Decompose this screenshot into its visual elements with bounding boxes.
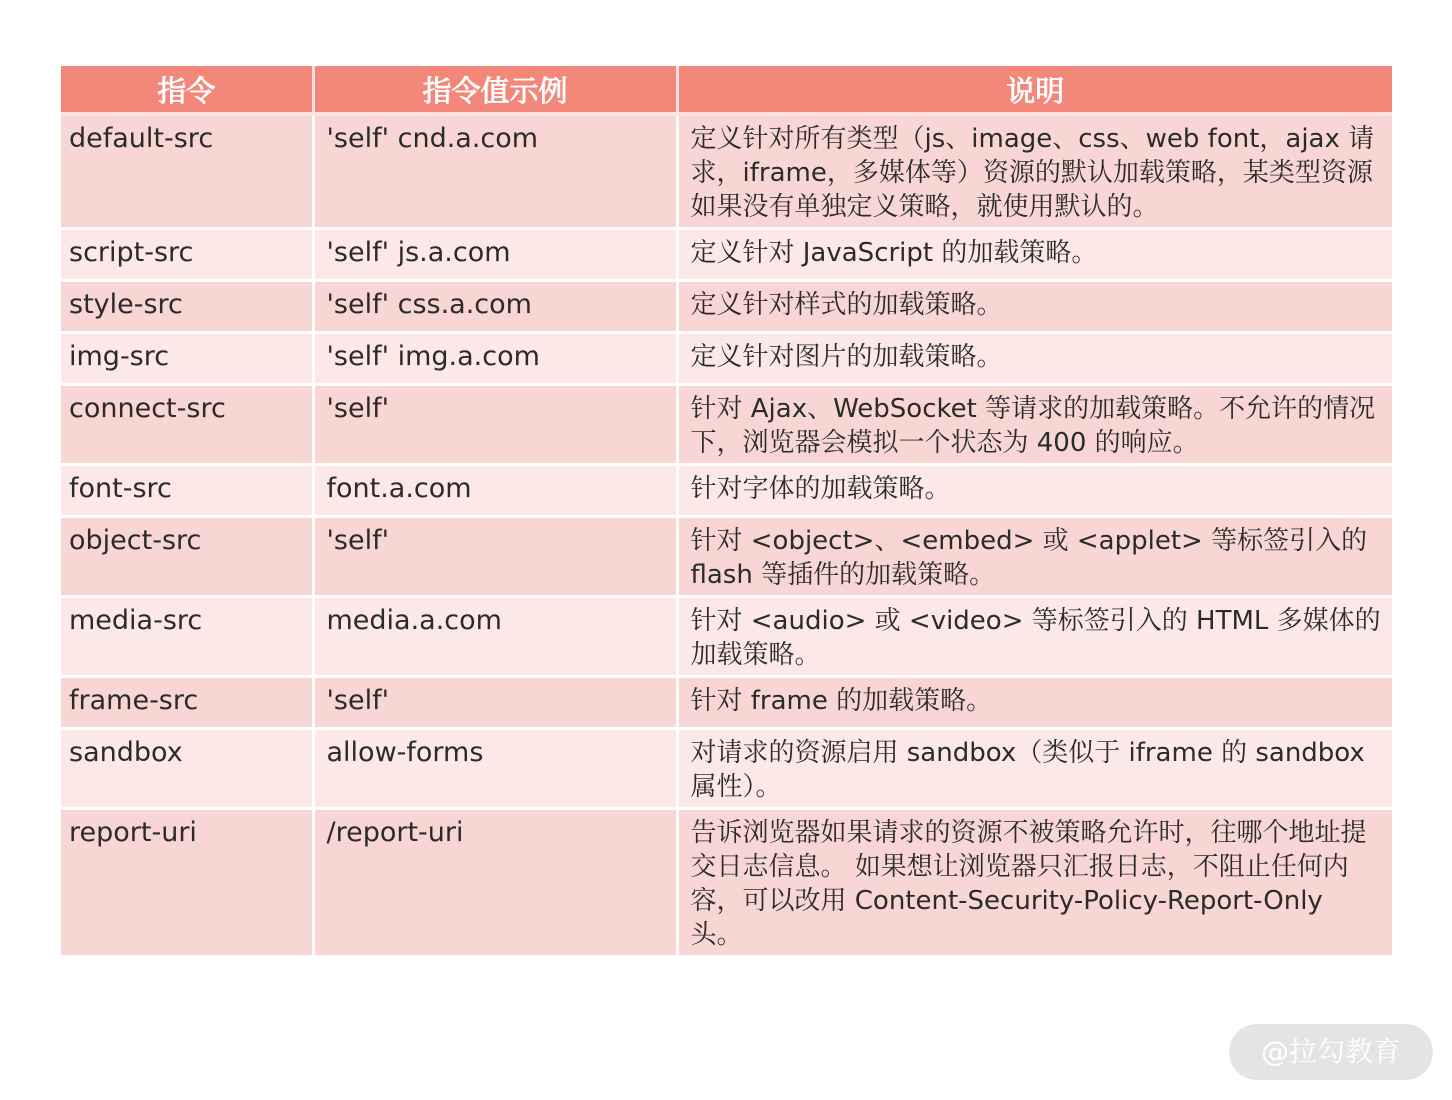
table-row	[61, 229, 1392, 281]
description-cell: 针对 <audio> 或 <video> 等标签引入的 HTML 多媒体的加载策略。	[677, 597, 1392, 677]
description-cell: 告诉浏览器如果请求的资源不被策略允许时，往哪个地址提交日志信息。 如果想让浏览器只汇报日志，不阻止任何内容，可以改用 Content-Security-Policy-Report-Only 头。	[677, 809, 1392, 957]
directive-cell: connect-src	[61, 385, 313, 465]
description-cell: 定义针对 JavaScript 的加载策略。	[677, 229, 1392, 281]
example-cell: 'self' img.a.com	[313, 333, 677, 385]
table-row	[61, 597, 1392, 677]
directive-cell: style-src	[61, 281, 313, 333]
directive-cell: media-src	[61, 597, 313, 677]
directive-cell: script-src	[61, 229, 313, 281]
example-cell: 'self'	[313, 677, 677, 729]
directive-cell: report-uri	[61, 809, 313, 957]
example-cell: media.a.com	[313, 597, 677, 677]
directive-cell: object-src	[61, 517, 313, 597]
description-cell: 针对字体的加载策略。	[677, 465, 1392, 517]
description-cell: 针对 frame 的加载策略。	[677, 677, 1392, 729]
watermark-badge: @拉勾教育	[1229, 1024, 1433, 1080]
example-cell: font.a.com	[313, 465, 677, 517]
example-cell: 'self' js.a.com	[313, 229, 677, 281]
table-row	[61, 385, 1392, 465]
table-row	[61, 465, 1392, 517]
description-cell: 针对 <object>、<embed> 或 <applet> 等标签引入的 flash 等插件的加载策略。	[677, 517, 1392, 597]
table-row	[61, 114, 1392, 229]
header-directive: 指令	[61, 66, 313, 114]
directive-cell: img-src	[61, 333, 313, 385]
table-row	[61, 729, 1392, 809]
example-cell: allow-forms	[313, 729, 677, 809]
header-description: 说明	[677, 66, 1392, 114]
csp-directives-table-wrapper	[61, 66, 1392, 958]
directive-cell: frame-src	[61, 677, 313, 729]
csp-directives-table	[61, 66, 1392, 958]
table-row	[61, 677, 1392, 729]
description-cell: 定义针对所有类型（js、image、css、web font，ajax 请求，iframe，多媒体等）资源的默认加载策略，某类型资源如果没有单独定义策略，就使用默认的。	[677, 114, 1392, 229]
example-cell: /report-uri	[313, 809, 677, 957]
table-header-row	[61, 66, 1392, 114]
directive-cell: default-src	[61, 114, 313, 229]
table-row	[61, 809, 1392, 957]
table-row	[61, 333, 1392, 385]
directive-cell: font-src	[61, 465, 313, 517]
directive-cell: sandbox	[61, 729, 313, 809]
header-example: 指令值示例	[313, 66, 677, 114]
example-cell: 'self' cnd.a.com	[313, 114, 677, 229]
example-cell: 'self'	[313, 517, 677, 597]
table-row	[61, 517, 1392, 597]
description-cell: 定义针对样式的加载策略。	[677, 281, 1392, 333]
description-cell: 对请求的资源启用 sandbox（类似于 iframe 的 sandbox 属性）。	[677, 729, 1392, 809]
example-cell: 'self' css.a.com	[313, 281, 677, 333]
example-cell: 'self'	[313, 385, 677, 465]
table-row	[61, 281, 1392, 333]
description-cell: 针对 Ajax、WebSocket 等请求的加载策略。不允许的情况下，浏览器会模拟一个状态为 400 的响应。	[677, 385, 1392, 465]
description-cell: 定义针对图片的加载策略。	[677, 333, 1392, 385]
